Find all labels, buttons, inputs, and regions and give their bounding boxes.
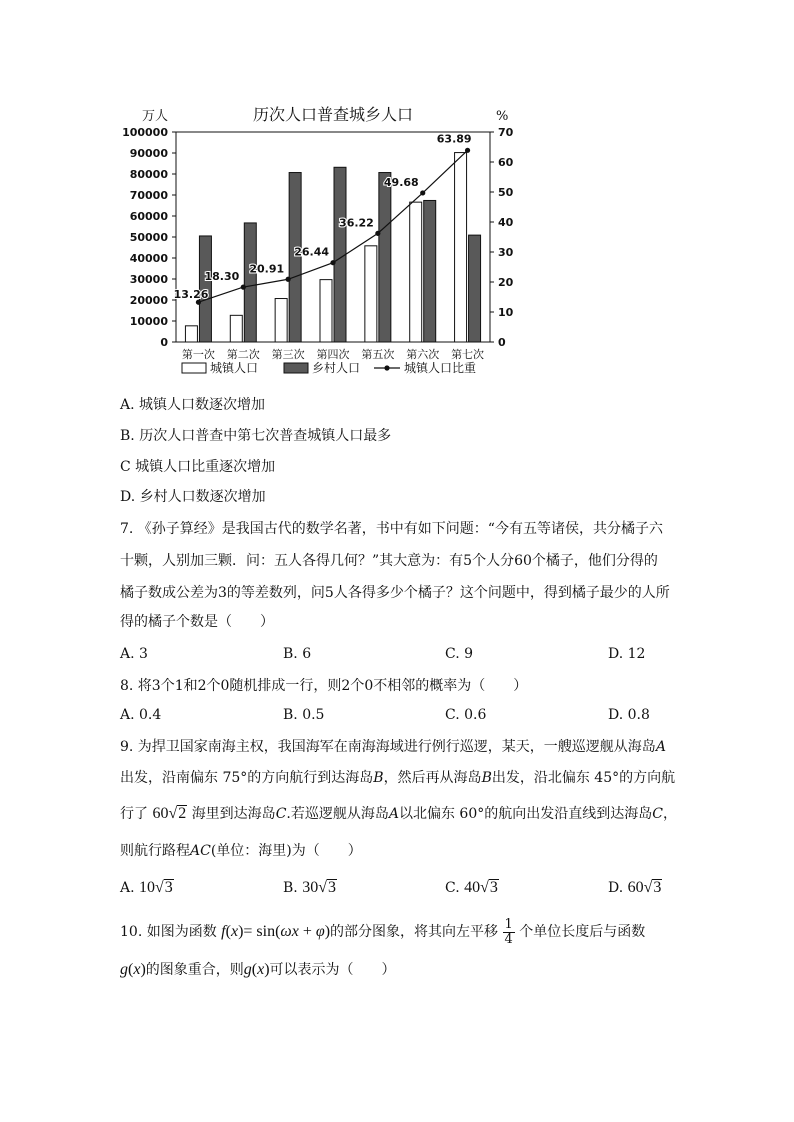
q9-option-c-label: C. bbox=[445, 880, 460, 896]
urban-bar bbox=[185, 326, 197, 342]
q10-g-2: g bbox=[243, 961, 252, 978]
q9-point-c: C bbox=[275, 806, 287, 822]
q10-line-1 bbox=[120, 918, 645, 946]
q9-option-d-rad: 3 bbox=[653, 879, 662, 896]
right-tick-label: 10 bbox=[498, 306, 514, 319]
chart-title: 历次人口普查城乡人口 bbox=[252, 105, 414, 124]
q10-line-1a: 10. 如图为函数 bbox=[120, 924, 217, 941]
q9-option-b-value bbox=[302, 879, 337, 896]
q9-line-2c: 出发，沿北偏东 45°的方向航 bbox=[491, 770, 676, 786]
q8-option-b: B. 0.5 bbox=[283, 707, 325, 723]
q9-line-4a: 则航行路程 bbox=[120, 843, 190, 859]
q9-point-a: A bbox=[655, 739, 666, 755]
q7-option-a: A. 3 bbox=[120, 646, 148, 662]
category-label: 第三次 bbox=[271, 348, 305, 361]
q9-option-b-coef: 30 bbox=[302, 879, 319, 896]
legend-rural-label: 乡村人口 bbox=[312, 361, 361, 375]
q9-line-3c: .若巡逻舰从海岛 bbox=[286, 806, 389, 822]
urban-ratio-point bbox=[330, 260, 335, 265]
q10-function-g: g(x) bbox=[120, 961, 146, 978]
q10-g-x-2: x bbox=[257, 961, 265, 978]
urban-ratio-label: 36.22 bbox=[339, 216, 374, 230]
q10-function-g-2: g(x) bbox=[243, 961, 270, 978]
left-tick-label: 20000 bbox=[129, 294, 168, 307]
sqrt-symbol: √2 bbox=[168, 805, 187, 822]
plot-frame bbox=[173, 132, 490, 342]
q8-option-a: A. 0.4 bbox=[120, 707, 162, 723]
q9-option-d-coef: 60 bbox=[627, 879, 644, 896]
q9-option-b-rad: 3 bbox=[327, 879, 336, 896]
right-tick-label: 0 bbox=[498, 336, 506, 349]
left-tick-label: 60000 bbox=[129, 210, 168, 223]
left-tick-label: 10000 bbox=[129, 315, 168, 328]
legend-urban-label: 城镇人口 bbox=[210, 361, 259, 375]
q9-line-3b: 海里到达海岛 bbox=[191, 806, 276, 822]
q9-line-1 bbox=[120, 740, 666, 754]
q6-option-b: B. 历次人口普查中第七次普查城镇人口最多 bbox=[120, 428, 392, 444]
urban-ratio-label: 26.44 bbox=[294, 245, 329, 259]
right-tick-label: 50 bbox=[498, 186, 514, 199]
q9-point-c-2: C bbox=[652, 806, 663, 822]
q6-option-d: D. 乡村人口数逐次增加 bbox=[120, 489, 266, 505]
q9-ac: AC bbox=[190, 843, 211, 859]
q7-line-2: 十颗，人别加三颗．问：五人各得几何？”其大意为：有5个人分60个橘子，他们分得的 bbox=[120, 553, 658, 569]
rural-bar bbox=[469, 235, 481, 342]
sqrt-symbol: √3 bbox=[480, 879, 498, 896]
q7-option-d: D. 12 bbox=[608, 646, 646, 662]
urban-ratio-point bbox=[241, 285, 246, 290]
q9-distance-coef: 60 bbox=[152, 805, 169, 822]
q9-option-a-coef: 10 bbox=[139, 879, 156, 896]
q10-line-2b: 可以表示为（ ） bbox=[269, 962, 396, 978]
right-tick-label: 40 bbox=[498, 216, 514, 229]
q9-line-3e: ， bbox=[662, 806, 677, 822]
left-tick-label: 90000 bbox=[129, 147, 168, 160]
q9-line-3 bbox=[120, 805, 677, 822]
urban-ratio-label: 13.26 bbox=[173, 288, 209, 302]
q10-line-2 bbox=[120, 962, 396, 978]
urban-ratio-label: 49.68 bbox=[383, 175, 419, 189]
urban-bar bbox=[230, 315, 242, 342]
sqrt-symbol: √3 bbox=[318, 879, 336, 896]
q9-distance bbox=[152, 805, 187, 822]
legend-rural-swatch bbox=[284, 363, 308, 373]
urban-bar bbox=[275, 299, 287, 342]
right-axis-unit: % bbox=[496, 109, 509, 124]
q9-line-3d: 以北偏东 60°的航向出发沿直线到达海岛 bbox=[398, 806, 653, 822]
q9-option-c bbox=[445, 879, 499, 896]
q10-frac-num: 1 bbox=[504, 917, 513, 932]
q8-option-c: C. 0.6 bbox=[445, 707, 487, 723]
q9-point-b: B bbox=[373, 770, 384, 786]
q10-x: x bbox=[230, 923, 239, 941]
q6-option-a: A. 城镇人口数逐次增加 bbox=[120, 397, 266, 413]
q10-plus: + bbox=[298, 923, 316, 941]
q10-line-1c: 个单位长度后与函数 bbox=[519, 924, 646, 941]
left-tick-label: 100000 bbox=[122, 126, 168, 139]
urban-bar bbox=[320, 280, 332, 342]
q7-line-1: 7. 《孙子算经》是我国古代的数学名著，书中有如下问题：“今有五等诸侯，共分橘子六 bbox=[120, 521, 663, 537]
q9-line-3a: 行了 bbox=[120, 806, 148, 822]
urban-bar bbox=[455, 153, 467, 342]
left-tick-label: 80000 bbox=[129, 168, 168, 181]
q10-line-1b: 的部分图象，将其向左平移 bbox=[330, 924, 499, 941]
urban-ratio-point bbox=[286, 277, 291, 282]
urban-ratio-label: 18.30 bbox=[204, 270, 240, 284]
urban-ratio-point bbox=[375, 231, 380, 236]
q10-fraction bbox=[503, 918, 515, 946]
category-label: 第七次 bbox=[451, 348, 485, 361]
q8-line-1: 8. 将3个1和2个0随机排成一行，则2个0不相邻的概率为（ ） bbox=[120, 678, 528, 694]
q7-option-b: B. 6 bbox=[283, 646, 312, 662]
urban-ratio-label: 63.89 bbox=[436, 132, 472, 146]
q9-distance-rad: 2 bbox=[178, 805, 187, 822]
q10-g-x: x bbox=[133, 961, 141, 978]
right-tick-label: 30 bbox=[498, 246, 514, 259]
q10-x-2: x bbox=[291, 923, 299, 941]
q7-option-c: C. 9 bbox=[445, 646, 474, 662]
left-tick-label: 40000 bbox=[129, 252, 168, 265]
q9-option-c-coef: 40 bbox=[464, 879, 481, 896]
legend-ratio-point bbox=[384, 365, 389, 370]
urban-bar bbox=[365, 246, 377, 342]
q10-line-2a: 的图象重合，则 bbox=[145, 962, 244, 978]
q9-option-b-label: B. bbox=[283, 880, 298, 896]
urban-ratio-point bbox=[465, 148, 470, 153]
q10-omega: ω bbox=[280, 923, 292, 941]
q6-option-c: C 城镇人口比重逐次增加 bbox=[120, 459, 276, 475]
rural-bar bbox=[244, 223, 256, 342]
legend-urban-swatch bbox=[182, 363, 206, 373]
category-label: 第一次 bbox=[181, 348, 215, 361]
q10-eq: = sin bbox=[243, 923, 276, 941]
q9-option-c-value bbox=[464, 879, 499, 896]
category-label: 第四次 bbox=[316, 348, 350, 361]
q9-line-2b: ，然后再从海岛 bbox=[383, 770, 482, 786]
rural-bar bbox=[424, 200, 436, 342]
q9-option-a bbox=[120, 879, 174, 896]
q9-option-d-value bbox=[628, 879, 663, 896]
left-tick-label: 70000 bbox=[129, 189, 168, 202]
population-chart bbox=[110, 100, 530, 382]
q9-line-1-text: 9. 为捍卫国家南海主权，我国海军在南海海域进行例行巡逻，某天，一艘巡逻舰从海岛 bbox=[120, 739, 656, 755]
legend-ratio-label: 城镇人口比重 bbox=[404, 361, 477, 375]
q10-phi: φ bbox=[315, 923, 325, 941]
left-axis-unit: 万人 bbox=[141, 109, 168, 124]
left-tick-label: 50000 bbox=[129, 231, 168, 244]
urban-ratio-label: 20.91 bbox=[249, 262, 285, 276]
q9-option-a-label: A. bbox=[120, 880, 135, 896]
q9-option-d-label: D. bbox=[608, 880, 624, 896]
category-label: 第二次 bbox=[226, 348, 260, 361]
q10-function-f: f(x)= sin(ωx + φ) bbox=[221, 923, 331, 941]
q7-line-3: 橘子数成公差为3的等差数列，问5人各得多少个橘子？这个问题中，得到橘子最少的人所 bbox=[120, 585, 670, 601]
q9-line-4 bbox=[120, 844, 362, 858]
q9-option-b bbox=[283, 879, 337, 896]
right-tick-label: 20 bbox=[498, 276, 514, 289]
sqrt-symbol: √3 bbox=[155, 879, 173, 896]
left-tick-label: 0 bbox=[160, 336, 168, 349]
urban-bar bbox=[410, 202, 422, 342]
q7-line-4: 得的橘子个数是（ ） bbox=[120, 614, 274, 630]
sqrt-symbol: √3 bbox=[643, 879, 662, 896]
right-tick-label: 60 bbox=[498, 156, 514, 169]
q9-option-d bbox=[608, 879, 662, 896]
right-tick-label: 70 bbox=[498, 126, 514, 139]
q9-point-a-2: A bbox=[388, 806, 399, 822]
category-label: 第五次 bbox=[361, 348, 395, 361]
q10-f: f bbox=[221, 923, 226, 941]
q9-line-4b: (单位：海里)为（ ） bbox=[210, 843, 362, 859]
q9-option-c-rad: 3 bbox=[489, 879, 498, 896]
q9-option-a-rad: 3 bbox=[164, 879, 173, 896]
q9-option-a-value bbox=[139, 879, 174, 896]
q8-option-d: D. 0.8 bbox=[608, 707, 650, 723]
q9-line-2 bbox=[120, 771, 675, 785]
q10-g: g bbox=[120, 961, 128, 978]
left-tick-label: 30000 bbox=[129, 273, 168, 286]
urban-ratio-point bbox=[420, 190, 425, 195]
q9-line-2a: 出发，沿南偏东 75°的方向航行到达海岛 bbox=[120, 770, 374, 786]
q10-frac-den: 4 bbox=[504, 931, 513, 947]
category-label: 第六次 bbox=[406, 348, 440, 361]
rural-bar bbox=[379, 173, 391, 342]
q9-point-b-2: B bbox=[481, 770, 492, 786]
